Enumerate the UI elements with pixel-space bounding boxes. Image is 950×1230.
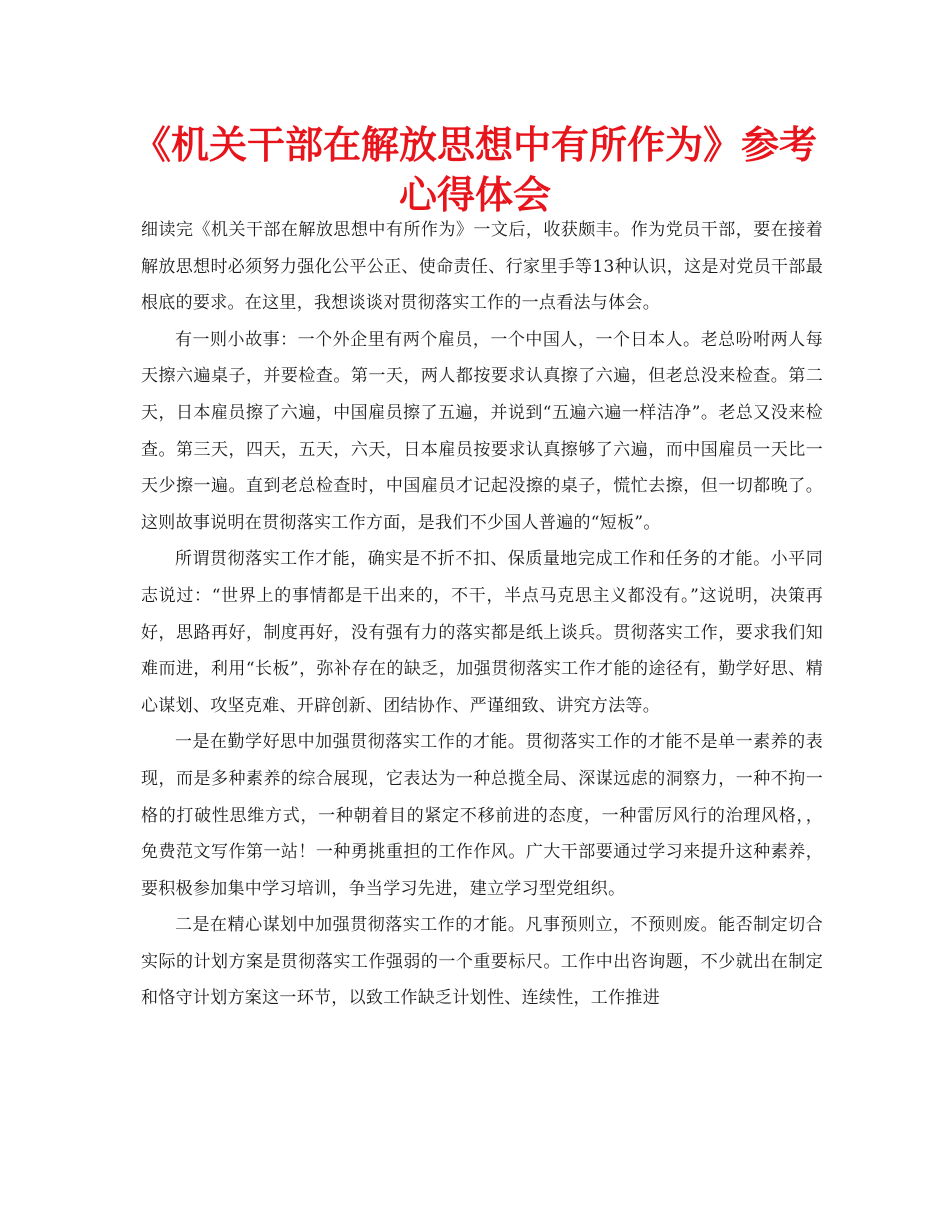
paragraph-point-one: 一是在勤学好思中加强贯彻落实工作的才能。贯彻落实工作的才能不是单一素养的表现，而是多种素养的综合展现，它表达为一种总揽全局、深谋远虑的洞察力，一种不拘一格的打破性思维方式，一种朝着目的紧定不移前进的态度，一种雷厉风行的治理风格，，免费范文写作第一站！一种勇挑重担的工作作风。广大干部要通过学习来提升这种素养，要积极参加集中学习培训，争当学习先进，建立学习型党组织。 xyxy=(141,732,823,899)
paragraph-ability: 所谓贯彻落实工作才能，确实是不折不扣、保质量地完成工作和任务的才能。小平同志说过：“世界上的事情都是干出来的，不干，半点马克思主义都没有。”这说明，决策再好，思路再好，制度再好，没有强有力的落实都是纸上谈兵。贯彻落实工作，要求我们知难而进，利用“长板”，弥补存在的缺乏，加强贯彻落实工作才能的途径有，勤学好思、精心谋划、攻坚克难、开辟创新、团结协作、严谨细致、讲究方法等。 xyxy=(141,549,823,716)
paragraph-intro: 细读完《机关干部在解放思想中有所作为》一文后，收获颇丰。作为党员干部，要在接着解放思想时必须努力强化公平公正、使命责任、行家里手等13种认识，这是对党员干部最根底的要求。在这里，我想谈谈对贯彻落实工作的一点看法与体会。 xyxy=(141,220,823,314)
paragraph-point-two: 二是在精心谋划中加强贯彻落实工作的才能。凡事预则立，不预则废。能否制定切合实际的计划方案是贯彻落实工作强弱的一个重要标尺。工作中出咨询题，不少就出在制定和恪守计划方案这一环节，以致工作缺乏计划性、连续性，工作推进 xyxy=(141,915,823,1009)
document-body xyxy=(141,212,823,1017)
document-title: 《机关干部在解放思想中有所作为》参考心得体会 xyxy=(132,123,817,217)
paragraph-story: 有一则小故事：一个外企里有两个雇员，一个中国人，一个日本人。老总吩咐两人每天擦六遍桌子，并要检查。第一天，两人都按要求认真擦了六遍，但老总没来检查。第二天，日本雇员擦了六遍，中国雇员擦了五遍，并说到“五遍六遍一样洁净”。老总又没来检查。第三天，四天，五天，六天，日本雇员按要求认真擦够了六遍，而中国雇员一天比一天少擦一遍。直到老总检查时，中国雇员才记起没擦的桌子，慌忙去擦，但一切都晚了。这则故事说明在贯彻落实工作方面，是我们不少国人普遍的“短板”。 xyxy=(141,329,823,533)
